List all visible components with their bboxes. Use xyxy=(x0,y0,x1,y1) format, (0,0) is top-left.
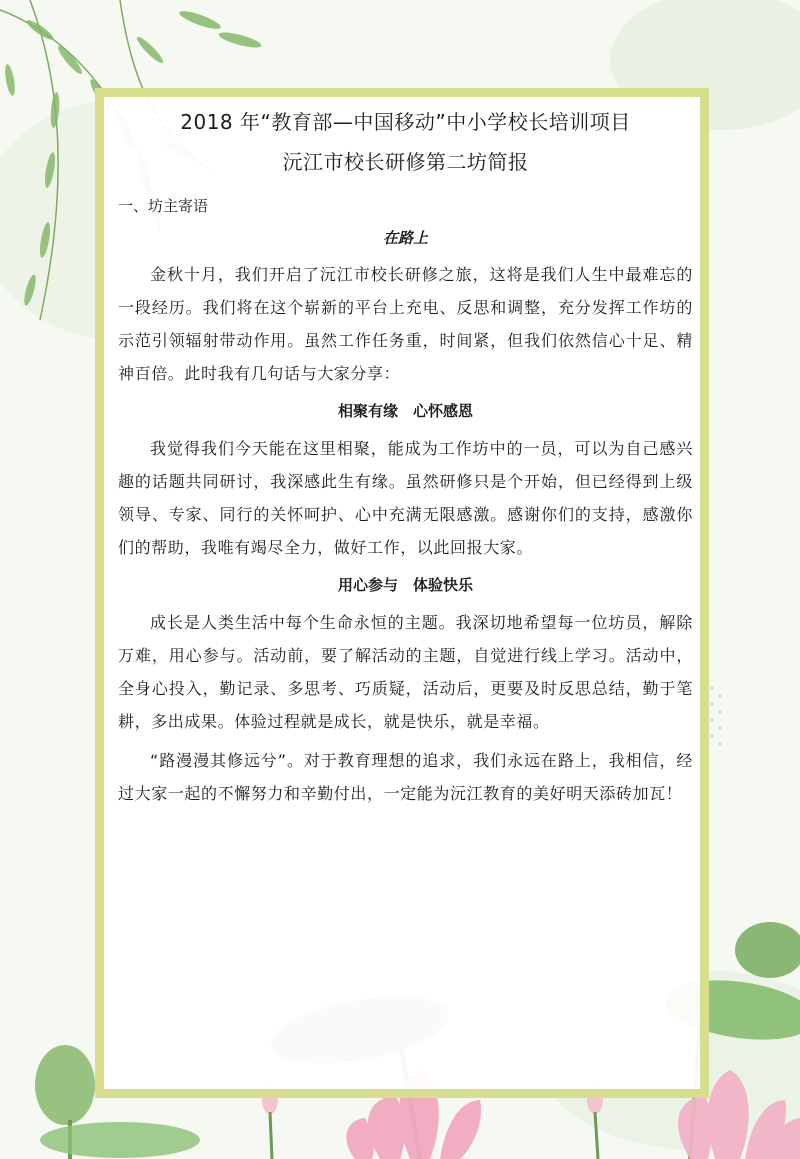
essay-title: 在路上 xyxy=(382,229,428,247)
document-content xyxy=(118,102,693,810)
paragraph-gratitude: 我觉得我们今天能在这里相聚，能成为工作坊中的一员，可以为自己感兴趣的话题共同研讨，我深感此生有缘。虽然研修只是个开始，但已经得到上级领导、专家、同行的关怀呵护、心中充满无限感激。感谢你们的支持，感激你们的帮助，我唯有竭尽全力，做好工作，以此回报大家。 xyxy=(118,439,693,557)
paragraph-participation: 成长是人类生活中每个生命永恒的主题。我深切地希望每一位坊员，解除万难，用心参与。活动前，要了解活动的主题，自觉进行线上学习。活动中，全身心投入，勤记录、多思考、巧质疑，活动后，更要及时反思总结，勤于笔耕，多出成果。体验过程就是成长，就是快乐，就是幸福。 xyxy=(118,613,693,731)
section-heading: 一、坊主寄语 xyxy=(118,197,209,215)
lotus-leaf-icon xyxy=(40,1122,200,1158)
subheading-participation: 用心参与 体验快乐 xyxy=(337,576,473,594)
lotus-leaf-icon xyxy=(735,922,800,978)
intro-paragraph: 金秋十月，我们开启了沅江市校长研修之旅，这将是我们人生中最难忘的一段经历。我们将在这个崭新的平台上充电、反思和调整，充分发挥工作坊的示范引领辐射带动作用。虽然工作任务重，时间紧，但我们依然信心十足、精神百倍。此时我有几句话与大家分享： xyxy=(118,265,693,383)
document-title-line2: 沅江市校长研修第二坊简报 xyxy=(282,150,529,174)
subheading-gratitude: 相聚有缘 心怀感恩 xyxy=(337,402,473,420)
lotus-pod-icon xyxy=(35,1045,95,1125)
document-title-line1: 2018 年“教育部—中国移动”中小学校长培训项目 xyxy=(180,110,631,134)
paragraph-closing: “路漫漫其修远兮”。对于教育理想的追求，我们永远在路上，我相信，经过大家一起的不懈努力和辛勤付出，一定能为沅江教育的美好明天添砖加瓦！ xyxy=(118,751,693,803)
